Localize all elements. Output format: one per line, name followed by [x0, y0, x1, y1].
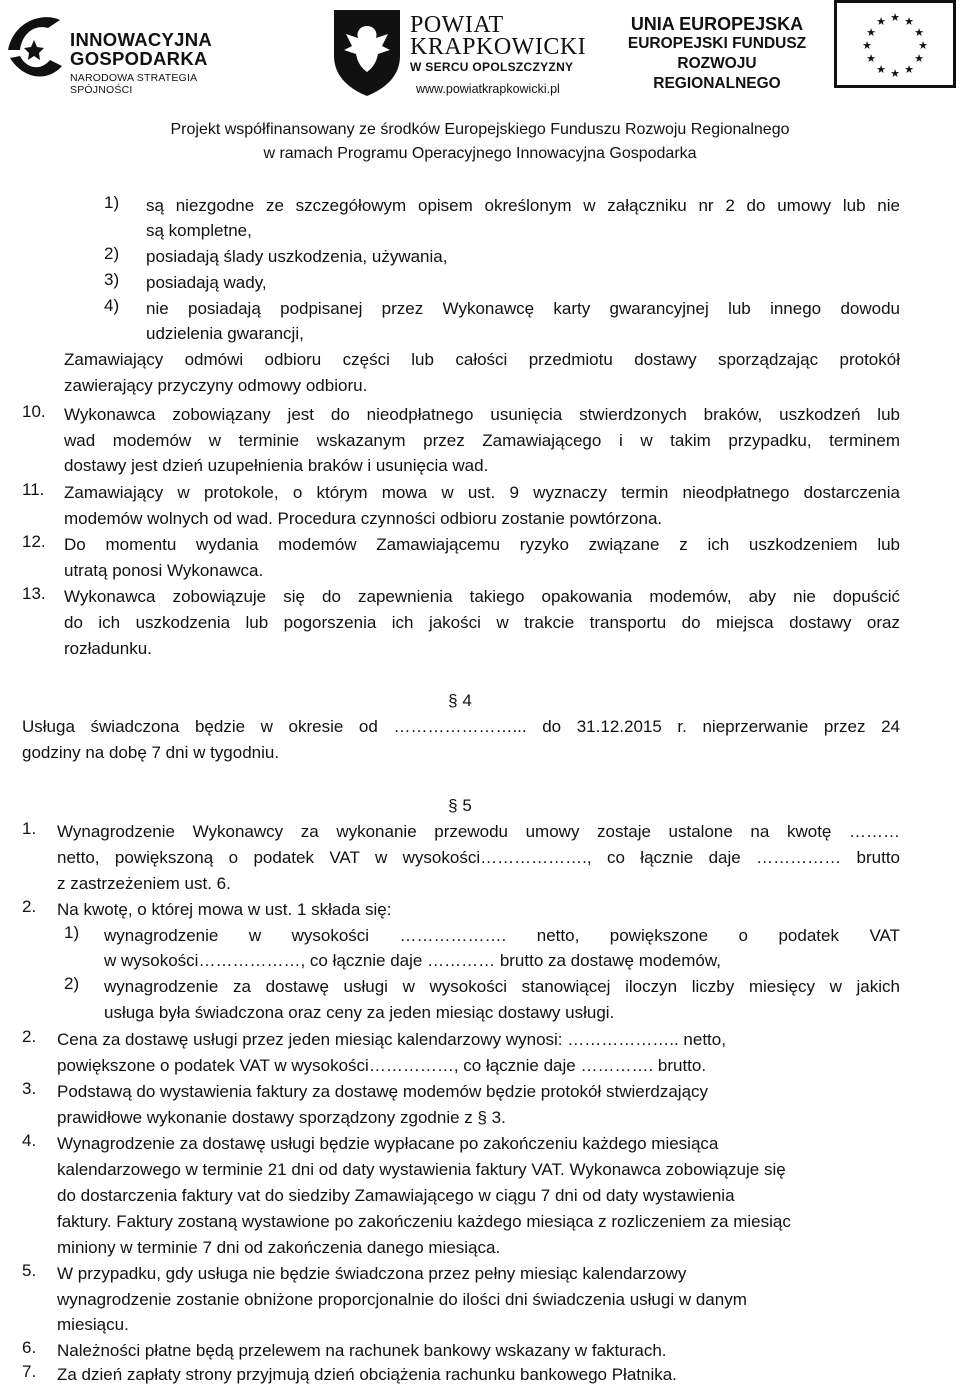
pk-url: www.powiatkrapkowicki.pl: [416, 82, 560, 96]
svg-text:★: ★: [918, 39, 928, 52]
point-text: do dostarczenia faktury vat do siedziby Zamawiającego w ciągu 7 dni od daty wystawienia: [57, 1186, 735, 1205]
point-number: 1.: [22, 819, 37, 838]
subpoint-text: wynagrodzenie za dostawę usługi w wysokości stanowiącej iloczyn liczby miesięcy w jakich: [104, 977, 900, 996]
svg-text:★: ★: [876, 15, 886, 28]
point-text: faktury. Faktury zostaną wystawione po zakończeniu każdego miesiąca z rozliczeniem za miesiąc: [57, 1212, 791, 1231]
point-text: W przypadku, gdy usługa nie będzie świadczona przez pełny miesiąc kalendarzowy: [57, 1264, 687, 1283]
point-text: miesiącu.: [57, 1315, 129, 1334]
svg-text:★: ★: [876, 63, 886, 76]
paragraph-text: Usługa świadczona będzie w okresie od …………………... do 31.12.2015 r. nieprzerwanie przez 24: [22, 717, 900, 736]
list-item-text: są kompletne,: [146, 221, 252, 240]
point-text: Wynagrodzenie Wykonawcy za wykonanie przewodu umowy zostaje ustalone na kwotę ………: [57, 822, 900, 841]
point-number: 4.: [22, 1131, 37, 1150]
pk-title: [410, 14, 586, 58]
svg-text:★: ★: [914, 52, 924, 65]
innowacyjna-gospodarka-logo: [4, 10, 229, 96]
subpoint-text: usługa była świadczona oraz ceny za jeden miesiąc dostawy usługi.: [104, 1003, 615, 1022]
subpoint-text: w wysokości………………, co łącznie daje ………… brutto za dostawę modemów,: [104, 951, 721, 970]
point-text: prawidłowe wykonanie dostawy sporządzony zgodnie z § 3.: [57, 1108, 506, 1127]
ue-label: [612, 14, 822, 94]
powiat-krapkowicki-logo: [332, 6, 587, 102]
ue-line-3: ROZWOJU REGIONALNEGO: [653, 55, 781, 92]
project-line-2: w ramach Programu Operacyjnego Innowacyjna Gospodarka: [263, 145, 697, 162]
project-caption: [0, 118, 960, 166]
point-number: 7.: [22, 1362, 37, 1381]
svg-text:★: ★: [904, 63, 914, 76]
ig-title-line-2: GOSPODARKA: [70, 48, 208, 69]
powiat-eagle-crest-icon: [332, 6, 402, 96]
ig-subtitle: NARODOWA STRATEGIA SPÓJNOŚCI: [70, 72, 197, 96]
point-text: Podstawą do wystawienia faktury za dostawę modemów będzie protokół stwierdzający: [57, 1082, 709, 1101]
point-number: 2.: [22, 897, 37, 916]
subpoint-number: 1): [64, 923, 80, 942]
point-text: Wykonawca zobowiązany jest do nieodpłatnego usunięcia stwierdzonych braków, uszkodzeń lub: [64, 405, 900, 424]
svg-text:★: ★: [866, 52, 876, 65]
point-text: Wykonawca zobowiązuje się do zapewnienia takiego opakowania modemów, aby nie dopuścić: [64, 587, 900, 606]
list-item-text: są niezgodne ze szczegółowym opisem określonym w załączniku nr 2 do umowy lub nie: [146, 196, 900, 215]
svg-text:★: ★: [866, 26, 876, 39]
point-text: Na kwotę, o której mowa w ust. 1 składa się:: [57, 900, 392, 919]
section-heading: § 5: [448, 796, 472, 815]
list-item-text: udzielenia gwarancji,: [146, 324, 304, 343]
point-number: 5.: [22, 1261, 37, 1280]
ig-title-line-1: INNOWACYJNA: [70, 29, 213, 50]
point-text: Cena za dostawę usługi przez jeden miesiąc kalendarzowy wynosi: ……………….. netto,: [57, 1030, 726, 1049]
pk-title-line-1: POWIAT: [410, 12, 504, 38]
point-text: Należności płatne będą przelewem na rachunek bankowy wskazany w fakturach.: [57, 1341, 667, 1360]
eu-stars-icon: [837, 3, 953, 85]
eu-flag: [834, 0, 956, 88]
point-text: Za dzień zapłaty strony przyjmują dzień obciążenia rachunku bankowego Płatnika.: [57, 1365, 677, 1384]
point-number: 3.: [22, 1079, 37, 1098]
point-text: do ich uszkodzenia lub pogorszenia ich jakości w trakcie transportu do miejsca dostawy oraz: [64, 613, 900, 632]
point-text: modemów wolnych od wad. Procedura czynności odbioru zostanie powtórzona.: [64, 509, 663, 528]
point-number: 11.: [22, 480, 45, 499]
page-header: [0, 0, 960, 162]
paragraph-text: godziny na dobę 7 dni w tygodniu.: [22, 743, 280, 762]
point-text: utratą ponosi Wykonawca.: [64, 561, 264, 580]
point-text: Wynagrodzenie za dostawę usługi będzie wypłacane po zakończeniu każdego miesiąca: [57, 1134, 719, 1153]
point-text: Zamawiający w protokole, o którym mowa w ust. 9 wyznaczy termin nieodpłatnego dostarczenia: [64, 483, 900, 502]
point-text: wynagrodzenie zostanie obniżone proporcjonalnie do ilości dni świadczenia usługi w danym: [57, 1290, 747, 1309]
pk-title-line-2: KRAPKOWICKI: [410, 34, 587, 60]
point-text: wad modemów w terminie wskazanym przez Zamawiającego i w takim przypadku, terminem: [64, 431, 900, 450]
point-text: dostawy jest dzień uzupełnienia braków i usunięcia wad.: [64, 456, 489, 475]
point-number: 13.: [22, 584, 46, 603]
list-item-number: 1): [104, 193, 120, 212]
svg-text:★: ★: [890, 11, 900, 24]
point-number: 12.: [22, 532, 46, 551]
list-item-number: 3): [104, 270, 120, 289]
project-line-1: Projekt współfinansowany ze środków Europejskiego Funduszu Rozwoju Regionalnego: [170, 121, 790, 138]
point-text: rozładunku.: [64, 639, 152, 658]
list-item-text: posiadają ślady uszkodzenia, używania,: [146, 247, 448, 266]
point-text: miniony w terminie 7 dni od zakończenia danego miesiąca.: [57, 1238, 501, 1257]
list-item-number: 4): [104, 296, 120, 315]
subpoint-number: 2): [64, 974, 80, 993]
pk-tagline: W SERCU OPOLSZCZYZNY: [410, 60, 574, 74]
point-number: 2.: [22, 1027, 37, 1046]
svg-text:★: ★: [890, 67, 900, 80]
list-item-text: posiadają wady,: [146, 273, 267, 292]
list-tail-text: zawierający przyczyny odmowy odbioru.: [64, 376, 368, 395]
point-text: netto, powiększoną o podatek VAT w wysokości………………., co łącznie daje …………… brutto: [57, 848, 900, 867]
ue-line-1: UNIA EUROPEJSKA: [630, 14, 804, 34]
point-text: Do momentu wydania modemów Zamawiającemu ryzyko związane z ich uszkodzeniem lub: [64, 535, 900, 554]
section-heading: § 4: [448, 691, 472, 710]
ue-line-2: EUROPEJSKI FUNDUSZ: [627, 35, 807, 52]
list-tail-text: Zamawiający odmówi odbioru części lub całości przedmiotu dostawy sporządzając protokół: [64, 350, 900, 369]
ig-title: [70, 30, 212, 68]
svg-text:★: ★: [914, 26, 924, 39]
svg-text:★: ★: [862, 39, 872, 52]
list-item-text: nie posiadają podpisanej przez Wykonawcę karty gwarancyjnej lub innego dowodu: [146, 299, 900, 318]
ig-emblem-icon: [4, 10, 64, 86]
subpoint-text: wynagrodzenie w wysokości ………………. netto, powiększone o podatek VAT: [104, 926, 900, 945]
point-number: 10.: [22, 402, 46, 421]
point-number: 6.: [22, 1338, 37, 1357]
point-text: kalendarzowego w terminie 21 dni od daty wystawienia faktury VAT. Wykonawca zobowiązuje się: [57, 1160, 786, 1179]
point-text: powiększone o podatek VAT w wysokości……………, co łącznie daje …………. brutto.: [57, 1056, 707, 1075]
point-text: z zastrzeżeniem ust. 6.: [57, 874, 231, 893]
list-item-number: 2): [104, 244, 120, 263]
svg-text:★: ★: [904, 15, 914, 28]
